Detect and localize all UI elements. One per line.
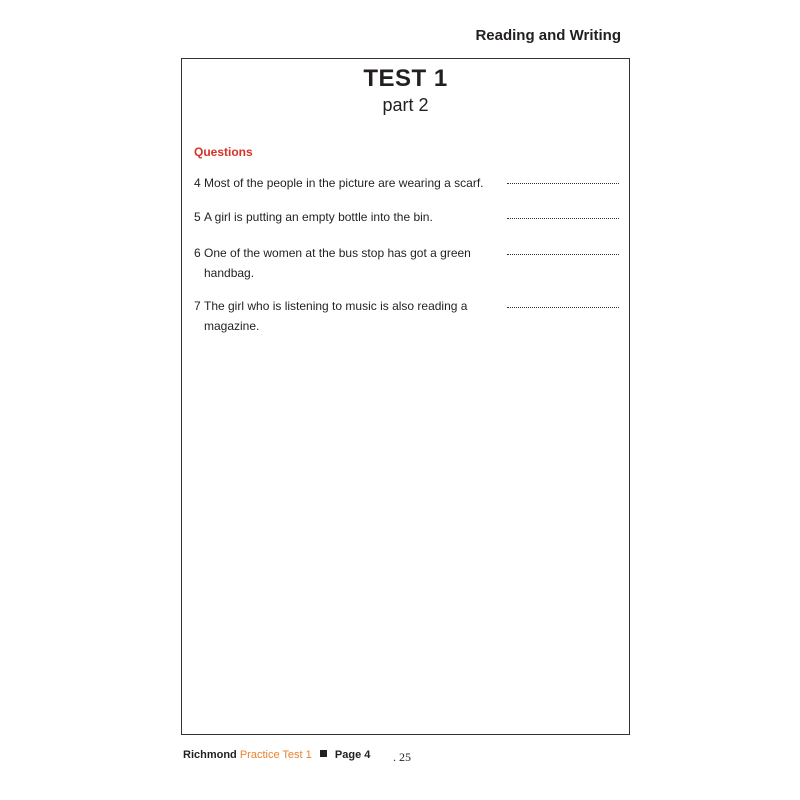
question-text: A girl is putting an empty bottle into the bin. <box>204 210 433 224</box>
question-6 <box>194 243 494 283</box>
question-7 <box>194 296 494 336</box>
question-number: 7 <box>194 299 201 313</box>
test-title: TEST 1 <box>363 65 448 92</box>
answer-line-5[interactable] <box>507 218 619 219</box>
question-text: Most of the people in the picture are wearing a scarf. <box>204 176 484 190</box>
question-number: 4 <box>194 176 201 190</box>
answer-line-6[interactable] <box>507 254 619 255</box>
footer-practice-label: Practice Test 1 <box>239 749 312 761</box>
question-text: The girl who is listening to music is also reading a magazine. <box>204 299 468 333</box>
question-text: One of the women at the bus stop has got a green handbag. <box>204 246 471 280</box>
page-number: . 25 <box>393 750 411 764</box>
square-bullet-icon <box>320 750 327 757</box>
footer-brand: Richmond <box>183 749 237 761</box>
answer-line-4[interactable] <box>507 183 619 184</box>
section-title: Reading and Writing <box>475 27 621 44</box>
questions-heading: Questions <box>194 145 253 159</box>
footer <box>183 749 370 761</box>
test-frame <box>181 58 630 735</box>
question-4 <box>194 173 494 193</box>
question-number: 5 <box>194 210 201 224</box>
question-number: 6 <box>194 246 201 260</box>
test-part: part 2 <box>382 95 429 115</box>
footer-page-label: Page 4 <box>334 749 371 761</box>
answer-line-7[interactable] <box>507 307 619 308</box>
question-5 <box>194 207 494 227</box>
